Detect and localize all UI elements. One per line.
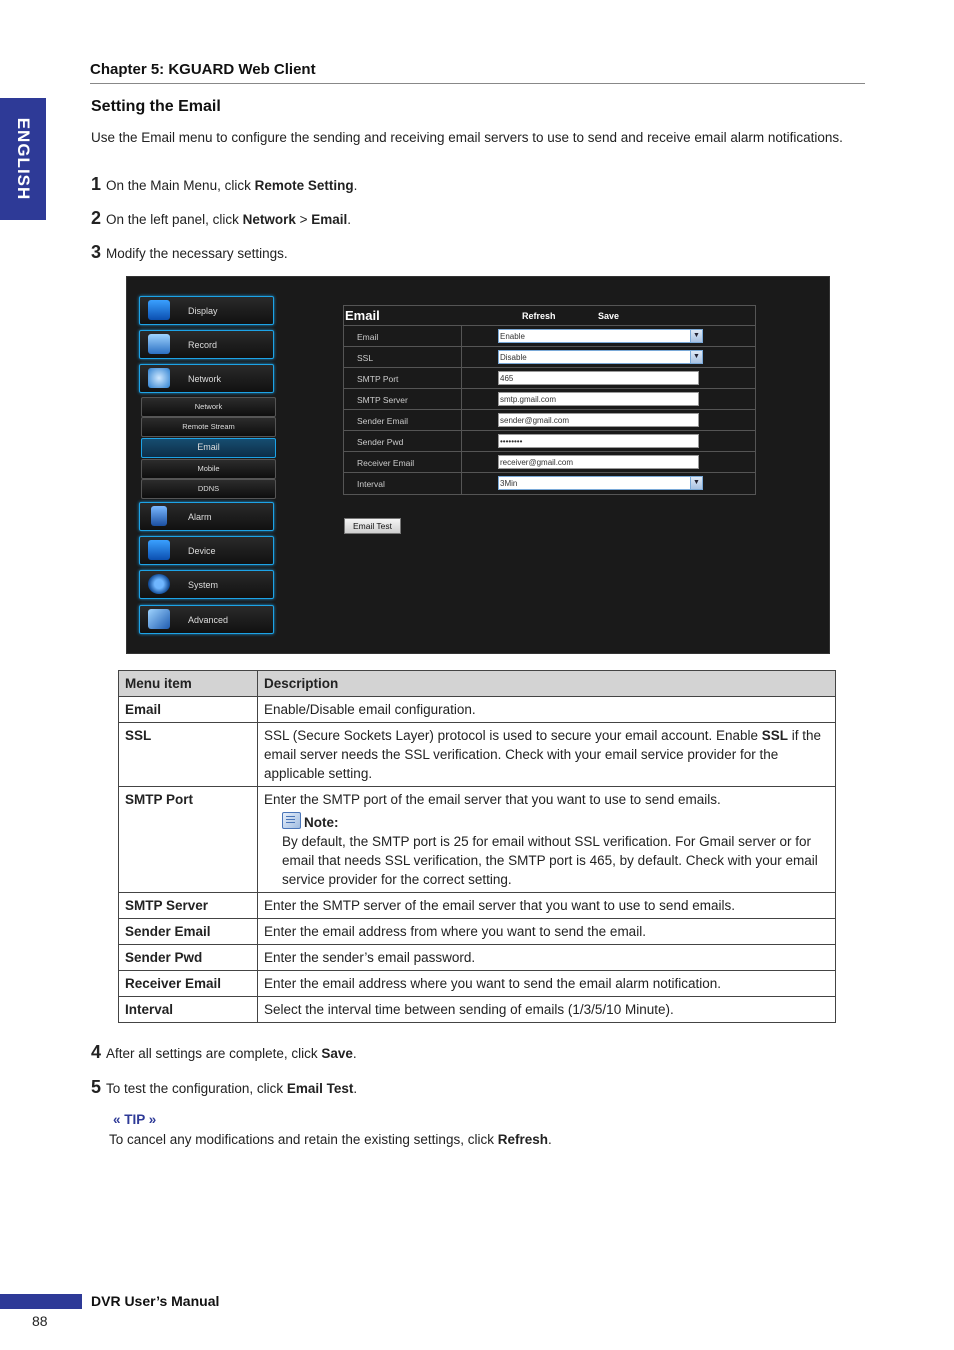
note-icon: [282, 812, 301, 829]
step-1: 1 On the Main Menu, click Remote Setting.: [91, 174, 358, 194]
monitor-icon: [148, 300, 170, 320]
menu-display[interactable]: Display: [139, 296, 274, 325]
record-icon: [148, 334, 170, 354]
table-row: Sender Email Enter the email address from where you want to send the email.: [119, 919, 836, 945]
smtp-server-input[interactable]: smtp.gmail.com: [498, 392, 699, 406]
row-sender-email: Sender Email sender@gmail.com: [343, 409, 756, 431]
device-icon: [148, 540, 170, 560]
interval-select[interactable]: 3Min ▼: [498, 476, 703, 490]
row-interval: Interval 3Min ▼: [343, 472, 756, 495]
email-settings-panel: [343, 305, 755, 495]
table-row: SSL SSL (Secure Sockets Layer) protocol is used to secure your email account. Enable SSL if the email server needs the SSL verification. Check with your email service provider for the applicable setting.: [119, 723, 836, 787]
alarm-icon: [151, 506, 167, 526]
menu-device[interactable]: Device: [139, 536, 274, 565]
page-number: 88: [32, 1313, 48, 1329]
row-ssl: SSL Disable ▼: [343, 346, 756, 368]
table-row: Receiver Email Enter the email address where you want to send the email alarm notification.: [119, 971, 836, 997]
language-label: ENGLISH: [14, 117, 33, 201]
footer-bar: [0, 1294, 82, 1309]
chapter-title: Chapter 5: KGUARD Web Client: [90, 61, 316, 78]
chapter-divider: [90, 83, 865, 84]
row-receiver-email: Receiver Email receiver@gmail.com: [343, 451, 756, 473]
language-tab: [0, 98, 46, 220]
menu-record[interactable]: Record: [139, 330, 274, 359]
table-row: Email Enable/Disable email configuration.: [119, 697, 836, 723]
chevron-down-icon: ▼: [690, 477, 702, 489]
save-button[interactable]: Save: [598, 311, 620, 321]
table-header: Menu item: [119, 671, 258, 697]
menu-system[interactable]: System: [139, 570, 274, 599]
globe-icon: [148, 368, 170, 388]
menu-network[interactable]: Network: [139, 364, 274, 393]
submenu-ddns[interactable]: DDNS: [141, 479, 276, 499]
email-test-button[interactable]: Email Test: [344, 518, 401, 534]
email-panel-title: Email: [345, 308, 380, 323]
chevron-down-icon: ▼: [690, 330, 702, 342]
step-3: 3 Modify the necessary settings.: [91, 242, 288, 262]
tip-text: To cancel any modifications and retain the existing settings, click Refresh.: [109, 1132, 552, 1147]
row-smtp-server: SMTP Server smtp.gmail.com: [343, 388, 756, 410]
step-2: 2 On the left panel, click Network > Email.: [91, 208, 352, 228]
menu-alarm[interactable]: Alarm: [139, 502, 274, 531]
row-smtp-port: SMTP Port 465: [343, 367, 756, 389]
sender-email-input[interactable]: sender@gmail.com: [498, 413, 699, 427]
submenu-remote-stream[interactable]: Remote Stream: [141, 417, 276, 437]
table-row: SMTP Server Enter the SMTP server of the email server that you want to use to send emails.: [119, 893, 836, 919]
tools-icon: [148, 609, 170, 629]
smtp-port-input[interactable]: 465: [498, 371, 699, 385]
email-enable-select[interactable]: Enable ▼: [498, 329, 703, 343]
footer-title: DVR User’s Manual: [91, 1293, 220, 1309]
refresh-button[interactable]: Refresh: [522, 311, 556, 321]
submenu-email[interactable]: Email: [141, 438, 276, 458]
chevron-down-icon: ▼: [690, 351, 702, 363]
section-title: Setting the Email: [91, 98, 221, 115]
table-row: Sender Pwd Enter the sender’s email password.: [119, 945, 836, 971]
sender-pwd-input[interactable]: ••••••••: [498, 434, 699, 448]
menu-item-table: [118, 670, 836, 1023]
row-sender-pwd: Sender Pwd ••••••••: [343, 430, 756, 452]
intro-paragraph: Use the Email menu to configure the sending and receiving email servers to use to send and receive email alarm notifications.: [91, 130, 843, 145]
receiver-email-input[interactable]: receiver@gmail.com: [498, 455, 699, 469]
menu-advanced[interactable]: Advanced: [139, 605, 274, 634]
note-block: Note: By default, the SMTP port is 25 for email without SSL verification. For Gmail server or for email that needs SSL verification, the SMTP port is 465, by default. Check with your email service provider for the correct setting.: [264, 809, 829, 889]
submenu-network[interactable]: Network: [141, 397, 276, 417]
dvr-screenshot: [126, 276, 830, 654]
table-row: SMTP Port Enter the SMTP port of the email server that you want to use to send emails. Note: By default, the SMTP port is 25 for email without SSL verification. For Gmail server or for email that needs SSL verification, the SMTP port is 465, by default. Check with your email service provider for the correct setting.: [119, 787, 836, 893]
step-4: 4 After all settings are complete, click Save.: [91, 1042, 357, 1062]
tip-label: « TIP »: [113, 1112, 157, 1127]
step-5: 5 To test the configuration, click Email Test.: [91, 1077, 358, 1097]
row-email: Email Enable ▼: [343, 325, 756, 347]
email-panel-header: [343, 305, 756, 325]
submenu-mobile[interactable]: Mobile: [141, 459, 276, 479]
table-row: Interval Select the interval time between sending of emails (1/3/5/10 Minute).: [119, 997, 836, 1023]
table-header-row: [119, 671, 836, 697]
gear-icon: [148, 574, 170, 594]
ssl-select[interactable]: Disable ▼: [498, 350, 703, 364]
table-header: Description: [258, 671, 836, 697]
